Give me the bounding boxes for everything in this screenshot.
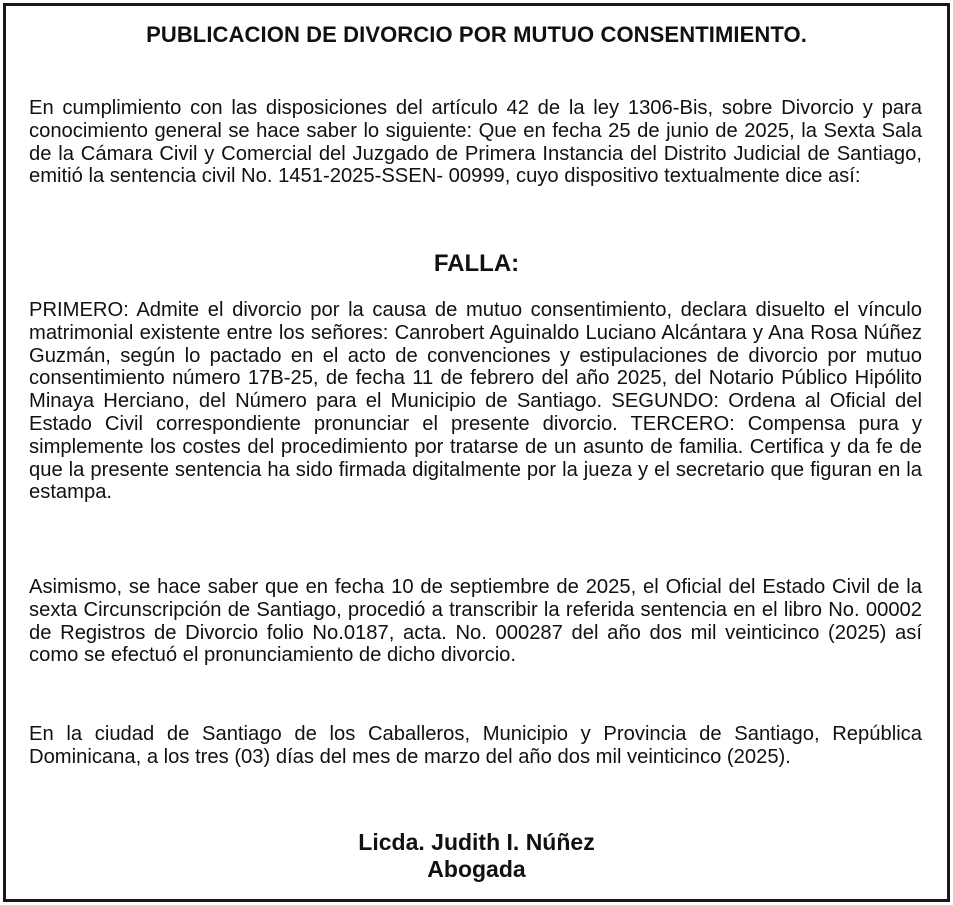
falla-heading: FALLA: — [433, 250, 520, 277]
signer-name: Licda. Judith I. Núñez — [358, 829, 595, 855]
closing-paragraph: En la ciudad de Santiago de los Caballeros, Municipio y Provincia de Santiago, República Dominicana, a los tres (03) días del mes de marzo del año dos mil veinticinco (2025). — [29, 723, 922, 768]
notice-title: PUBLICACION DE DIVORCIO POR MUTUO CONSENTIMIENTO. — [146, 22, 807, 47]
transcription-paragraph: Asimismo, se hace saber que en fecha 10 de septiembre de 2025, el Oficial del Estado Civil de la sexta Circunscripción de Santiago, procedió a transcribir la referida sentencia en el libro No. 00002 de Registros de Divorcio folio No.0187, acta. No. 000287 del año dos mil veinticinco (2025) así como se efectuó el pronunciamiento de dicho divorcio. — [29, 576, 922, 667]
legal-notice — [3, 3, 950, 902]
intro-paragraph: En cumplimiento con las disposiciones del artículo 42 de la ley 1306-Bis, sobre Divorcio y para conocimiento general se hace saber lo siguiente: Que en fecha 25 de junio de 2025, la Sexta Sala de la Cámara Civil y Comercial del Juzgado de Primera Instancia del Distrito Judicial de Santiago, emitió la sentencia civil No. 1451-2025-SSEN- 00999, cuyo dispositivo textualmente dice así: — [29, 97, 922, 188]
signature-block — [6, 829, 947, 883]
ruling-paragraph: PRIMERO: Admite el divorcio por la causa de mutuo consentimiento, declara disuelto el vínculo matrimonial existente entre los señores: Canrobert Aguinaldo Luciano Alcántara y Ana Rosa Núñez Guzmán, según lo pactado en el acto de convenciones y estipulaciones de divorcio por mutuo consentimiento número 17B-25, de fecha 11 de febrero del año 2025, del Notario Público Hipólito Minaya Herciano, del Número para el Municipio de Santiago. SEGUNDO: Ordena al Oficial del Estado Civil correspondiente pronunciar el presente divorcio. TERCERO: Compensa pura y simplemente los costes del procedimiento por tratarse de un asunto de familia. Certifica y da fe de que la presente sentencia ha sido firmada digitalmente por la jueza y el secretario que figuran en la estampa. — [29, 299, 922, 504]
signer-role: Abogada — [427, 856, 526, 882]
